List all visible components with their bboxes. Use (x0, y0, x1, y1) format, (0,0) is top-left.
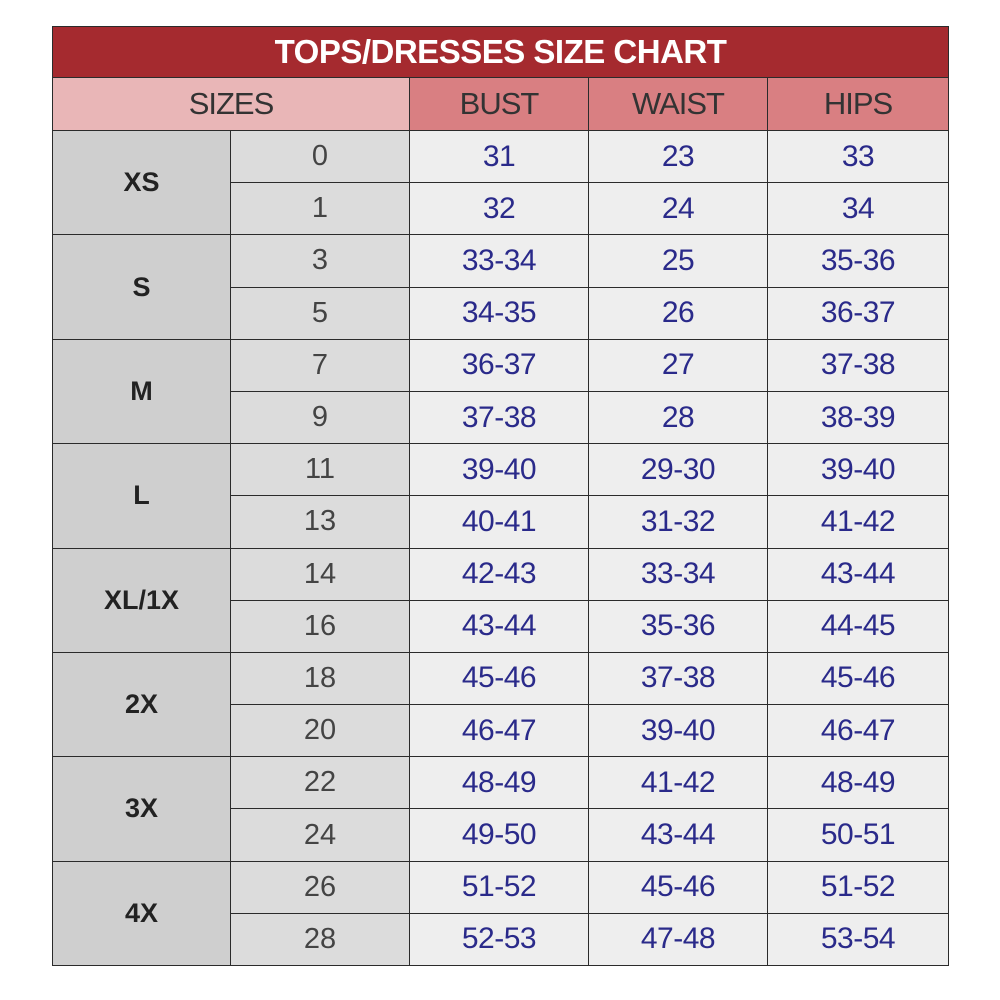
waist-value-cell: 45-46 (589, 861, 768, 913)
size-number-cell: 16 (231, 600, 410, 652)
size-label-cell: 2X (53, 652, 231, 756)
hips-value-cell: 37-38 (768, 339, 949, 391)
table-row (53, 652, 949, 704)
size-label-cell: 3X (53, 757, 231, 861)
table-row (53, 861, 949, 913)
size-number-cell: 28 (231, 913, 410, 965)
column-header-hips: HIPS (768, 78, 949, 131)
size-chart-body (53, 131, 949, 966)
size-number-cell: 7 (231, 339, 410, 391)
table-row (53, 339, 949, 391)
hips-value-cell: 35-36 (768, 235, 949, 287)
bust-value-cell: 37-38 (410, 391, 589, 443)
table-row (53, 548, 949, 600)
table-row (53, 444, 949, 496)
waist-value-cell: 27 (589, 339, 768, 391)
waist-value-cell: 33-34 (589, 548, 768, 600)
hips-value-cell: 45-46 (768, 652, 949, 704)
size-number-cell: 5 (231, 287, 410, 339)
size-number-cell: 24 (231, 809, 410, 861)
size-number-cell: 14 (231, 548, 410, 600)
waist-value-cell: 29-30 (589, 444, 768, 496)
size-number-cell: 22 (231, 757, 410, 809)
bust-value-cell: 33-34 (410, 235, 589, 287)
waist-value-cell: 26 (589, 287, 768, 339)
chart-title: TOPS/DRESSES SIZE CHART (53, 27, 949, 78)
size-number-cell: 20 (231, 705, 410, 757)
hips-value-cell: 48-49 (768, 757, 949, 809)
waist-value-cell: 25 (589, 235, 768, 287)
hips-value-cell: 41-42 (768, 496, 949, 548)
size-number-cell: 26 (231, 861, 410, 913)
bust-value-cell: 43-44 (410, 600, 589, 652)
size-number-cell: 3 (231, 235, 410, 287)
hips-value-cell: 50-51 (768, 809, 949, 861)
hips-value-cell: 39-40 (768, 444, 949, 496)
bust-value-cell: 49-50 (410, 809, 589, 861)
bust-value-cell: 51-52 (410, 861, 589, 913)
size-number-cell: 18 (231, 652, 410, 704)
bust-value-cell: 36-37 (410, 339, 589, 391)
size-label-cell: S (53, 235, 231, 339)
bust-value-cell: 46-47 (410, 705, 589, 757)
size-number-cell: 1 (231, 183, 410, 235)
hips-value-cell: 34 (768, 183, 949, 235)
size-label-cell: L (53, 444, 231, 548)
size-number-cell: 13 (231, 496, 410, 548)
size-label-cell: 4X (53, 861, 231, 965)
table-row (53, 131, 949, 183)
size-label-cell: XS (53, 131, 231, 235)
waist-value-cell: 28 (589, 391, 768, 443)
waist-value-cell: 37-38 (589, 652, 768, 704)
hips-value-cell: 33 (768, 131, 949, 183)
hips-value-cell: 51-52 (768, 861, 949, 913)
waist-value-cell: 35-36 (589, 600, 768, 652)
table-row (53, 757, 949, 809)
bust-value-cell: 34-35 (410, 287, 589, 339)
waist-value-cell: 24 (589, 183, 768, 235)
waist-value-cell: 23 (589, 131, 768, 183)
column-header-sizes: SIZES (53, 78, 410, 131)
hips-value-cell: 43-44 (768, 548, 949, 600)
bust-value-cell: 52-53 (410, 913, 589, 965)
waist-value-cell: 39-40 (589, 705, 768, 757)
bust-value-cell: 45-46 (410, 652, 589, 704)
bust-value-cell: 31 (410, 131, 589, 183)
size-number-cell: 0 (231, 131, 410, 183)
size-label-cell: M (53, 339, 231, 443)
hips-value-cell: 36-37 (768, 287, 949, 339)
bust-value-cell: 42-43 (410, 548, 589, 600)
waist-value-cell: 41-42 (589, 757, 768, 809)
size-chart-table (52, 26, 949, 966)
hips-value-cell: 53-54 (768, 913, 949, 965)
bust-value-cell: 32 (410, 183, 589, 235)
waist-value-cell: 43-44 (589, 809, 768, 861)
waist-value-cell: 47-48 (589, 913, 768, 965)
table-row (53, 235, 949, 287)
bust-value-cell: 48-49 (410, 757, 589, 809)
waist-value-cell: 31-32 (589, 496, 768, 548)
size-number-cell: 9 (231, 391, 410, 443)
hips-value-cell: 46-47 (768, 705, 949, 757)
hips-value-cell: 44-45 (768, 600, 949, 652)
column-header-bust: BUST (410, 78, 589, 131)
column-header-waist: WAIST (589, 78, 768, 131)
bust-value-cell: 39-40 (410, 444, 589, 496)
size-label-cell: XL/1X (53, 548, 231, 652)
bust-value-cell: 40-41 (410, 496, 589, 548)
size-number-cell: 11 (231, 444, 410, 496)
hips-value-cell: 38-39 (768, 391, 949, 443)
